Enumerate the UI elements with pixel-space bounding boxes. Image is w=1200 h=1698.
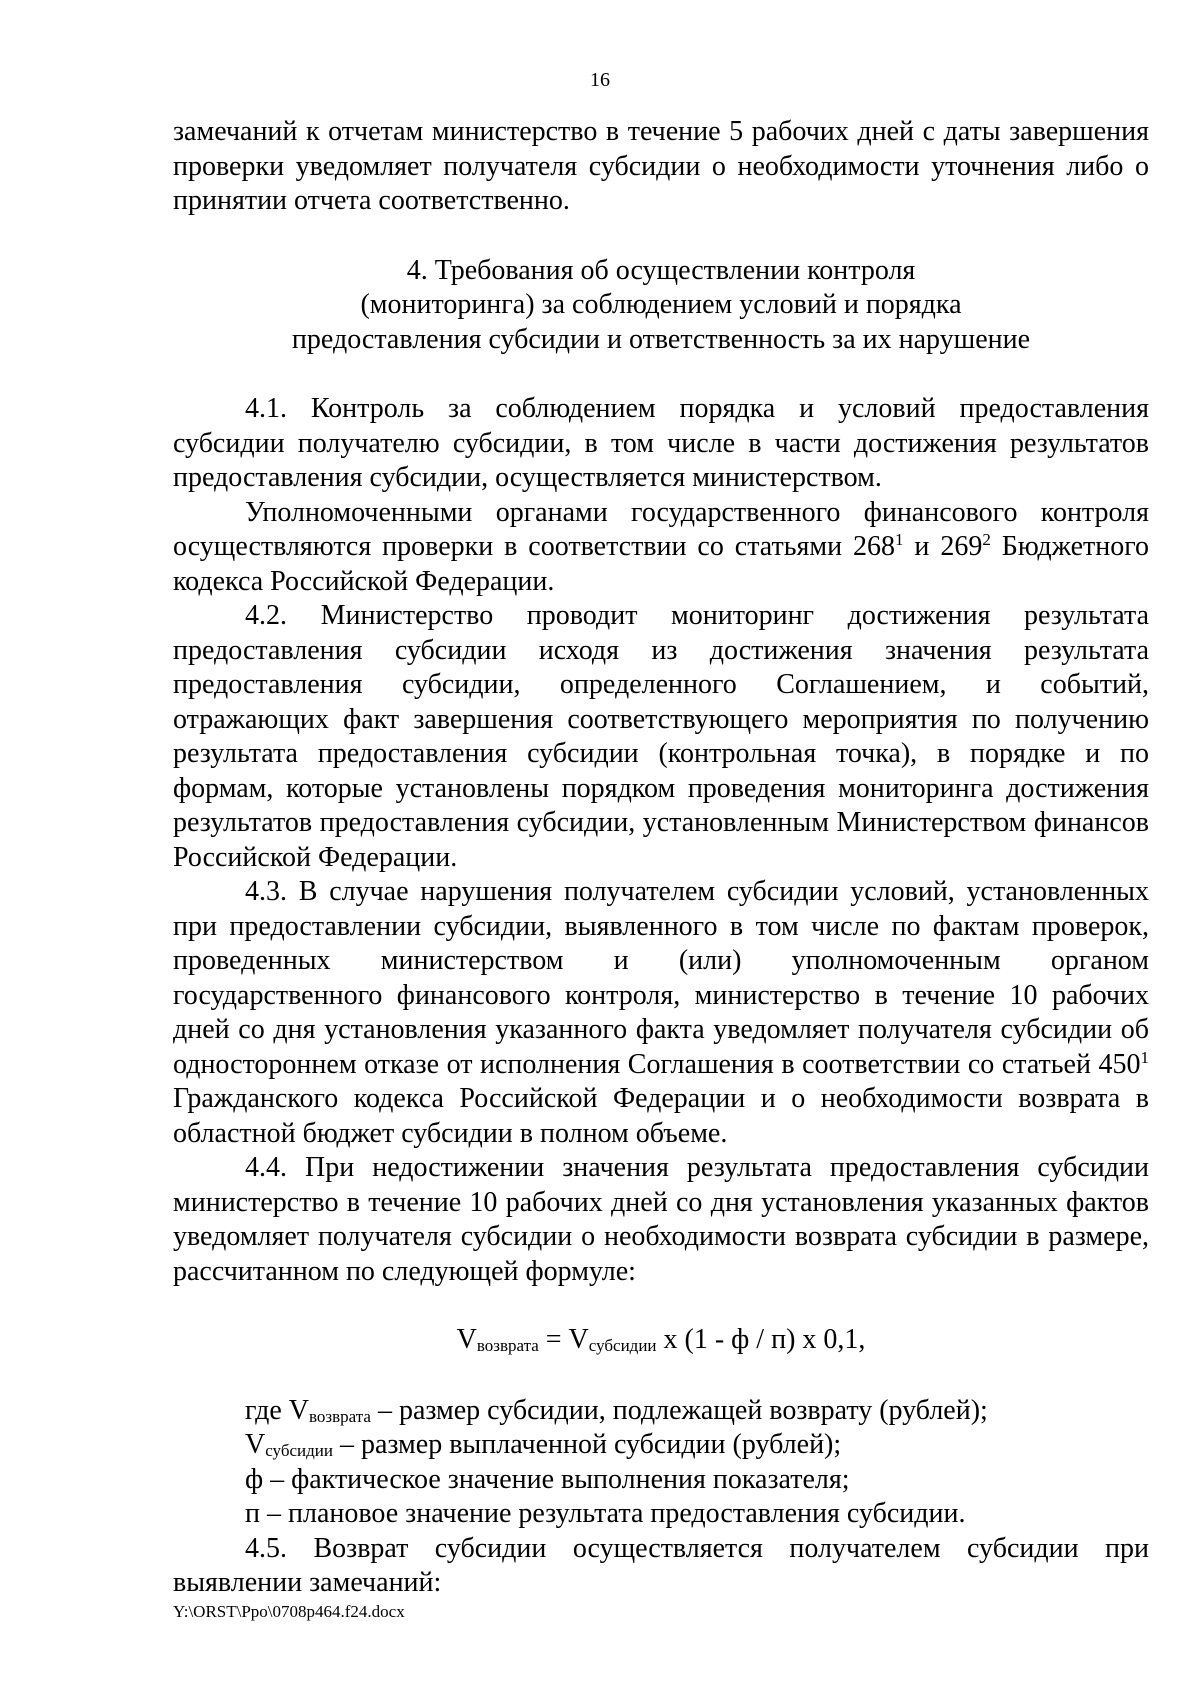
document-body xyxy=(173,115,1149,1601)
formula xyxy=(173,1323,1149,1358)
formula-subscript-subsidy: субсидии xyxy=(588,1336,657,1355)
heading-line-2: (мониторинга) за соблюдением условий и порядка xyxy=(360,289,962,320)
page-number: 16 xyxy=(590,69,610,91)
paragraph-4-1-audit xyxy=(173,496,1149,600)
heading-line-1: 4. Требования об осуществлении контроля xyxy=(406,254,916,286)
footer-file-path: Y:\ORST\Ppo\0708p464.f24.docx xyxy=(173,1602,405,1621)
text: Гражданского кодекса Российской Федерации и о необходимости возврата в областной бюджет субсидии в полном объеме. xyxy=(173,1083,1149,1149)
paragraph-4-5: 4.5. Возврат субсидии осуществляется получателем субсидии при выявлении замечаний: xyxy=(173,1532,1149,1598)
text: 4.3. В случае нарушения получателем субсидии условий, установленных при предоставлении субсидии, выявленного в том числе по фактам проверок, проведенных министерством и (или) уполномоченным органом государственного финансового контроля, министерство в течение 10 рабочих дней со дня установления указанного факта уведомляет получателя субсидии об одностороннем отказе от исполнения Соглашения в соответствии со статьей 450 xyxy=(173,876,1149,1080)
formula-rest: x (1 - ф / п) x 0,1, xyxy=(656,1324,866,1355)
text: где V xyxy=(245,1394,309,1426)
paragraph-4-3 xyxy=(173,875,1149,1151)
definition-v-subsidy xyxy=(173,1428,1149,1463)
superscript: 1 xyxy=(1140,1047,1149,1067)
heading-line-3: предоставления субсидии и ответственность за их нарушение xyxy=(291,323,1031,355)
text: Бюджетного кодекса Российской Федерации. xyxy=(173,531,1149,597)
definition-f: ф – фактическое значение выполнения показателя; xyxy=(245,1463,850,1495)
definition-p: п – плановое значение результата предоставления субсидии. xyxy=(245,1498,966,1529)
text: – размер выплаченной субсидии (рублей); xyxy=(332,1429,842,1460)
superscript: 2 xyxy=(982,530,991,549)
formula-subscript-return: возврата xyxy=(476,1336,539,1355)
paragraph-4-4: 4.4. При недостижении значения результата предоставления субсидии министерство в течение 10 рабочих дней со дня установления указанных фактов уведомляет получателя субсидии о необходимости возврата субсидии в размере, рассчитанном по следующей формуле: xyxy=(173,1152,1149,1287)
paragraph-4-1: 4.1. Контроль за соблюдением порядка и условий предоставления субсидии получателю субсидии, в том числе в части достижения результатов предоставления субсидии, осуществляется министерством. xyxy=(173,393,1149,493)
text: и 269 xyxy=(903,531,983,562)
formula-equals: = V xyxy=(538,1324,589,1355)
text: V xyxy=(245,1429,266,1460)
subscript: субсидии xyxy=(265,1441,333,1460)
subscript: возврата xyxy=(308,1406,371,1426)
formula-v: V xyxy=(456,1324,477,1355)
superscript: 1 xyxy=(895,530,904,549)
text: Уполномоченными органами государственного финансового контроля осуществляются проверки в соответствии со статьями 268 xyxy=(173,496,1149,562)
section-heading xyxy=(173,254,1149,358)
definition-v-return xyxy=(173,1394,1149,1429)
text: – размер субсидии, подлежащей возврату (рублей); xyxy=(370,1394,988,1426)
paragraph-4-2: 4.2. Министерство проводит мониторинг достижения результата предоставления субсидии исходя из достижения значения результата предоставления субсидии, определенного Соглашением, и событий, отражающих факт завершения соответствующего мероприятия по получению результата предоставления субсидии (контрольная точка), в порядке и по формам, которые установлены порядком проведения мониторинга достижения результатов предоставления субсидии, установленным Министерством финансов Российской Федерации. xyxy=(173,600,1149,873)
paragraph-intro: замечаний к отчетам министерство в течение 5 рабочих дней с даты завершения проверки уведомляет получателя субсидии о необходимости уточнения либо о принятии отчета соответственно. xyxy=(173,116,1149,216)
